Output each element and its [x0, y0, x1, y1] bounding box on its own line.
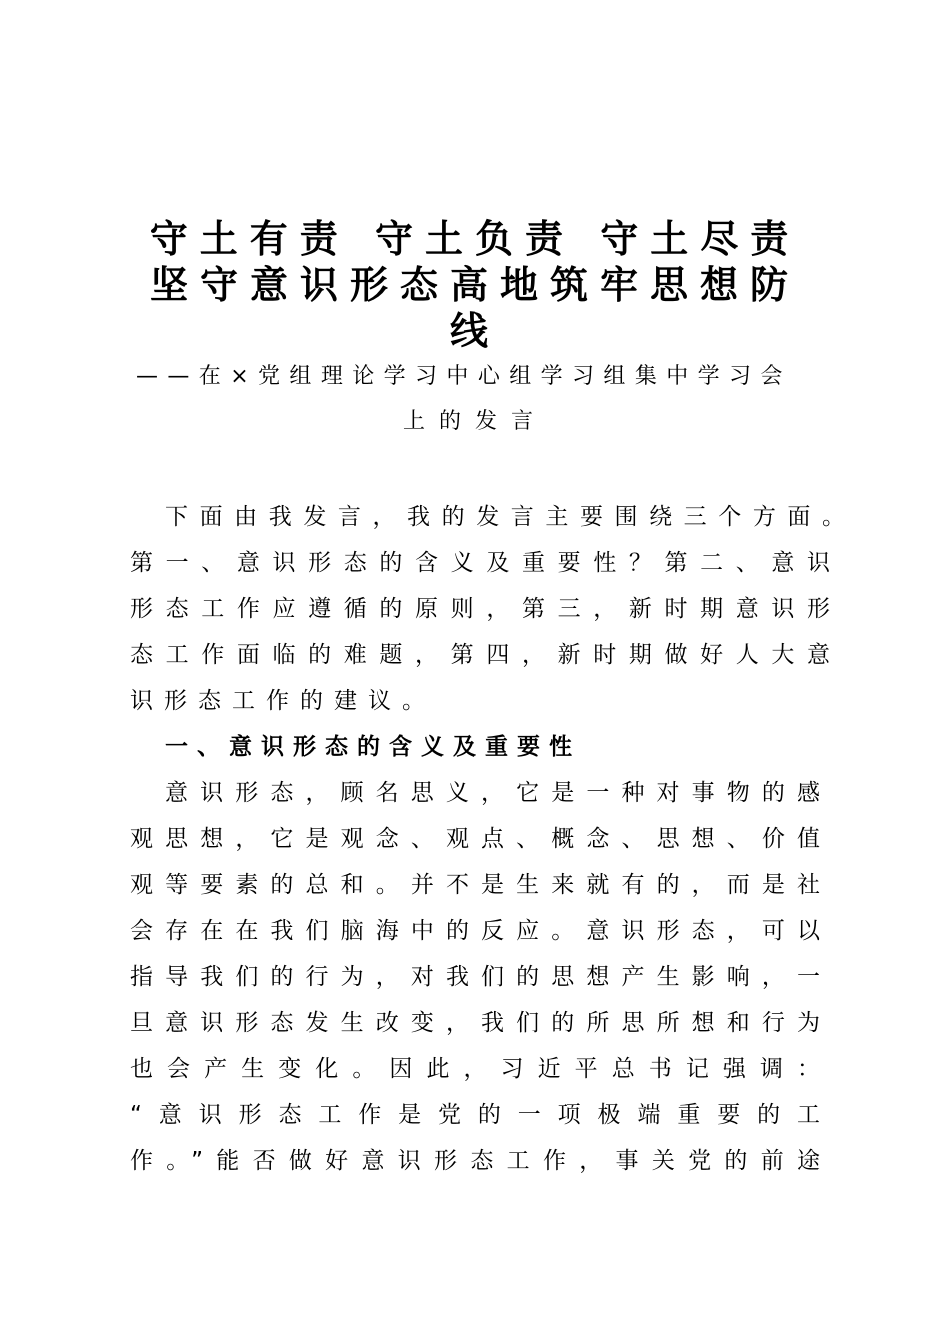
paragraph-line: “意识形态工作是党的一项极端重要的工: [130, 1102, 820, 1128]
intro-line: 识形态工作的建议。: [130, 688, 436, 714]
title-line-1: 守土有责 守土负责 守土尽责: [149, 216, 801, 261]
paragraph-line: 作。”能否做好意识形态工作，事关党的前途: [130, 1148, 820, 1174]
paragraph-line: 指导我们的行为，对我们的思想产生影响，一: [130, 964, 820, 990]
intro-line: 下面由我发言，我的发言主要围绕三个方面。: [165, 504, 845, 530]
intro-line: 形态工作应遵循的原则，第三，新时期意识形: [130, 596, 830, 622]
title-line-2: 坚守意识形态高地筑牢思想防: [149, 262, 800, 307]
intro-line: 第一、意识形态的含义及重要性？第二、意识: [130, 550, 830, 576]
intro-line: 态工作面临的难题，第四，新时期做好人大意: [130, 642, 830, 668]
subtitle-line-1: ——在×党组理论学习中心组学习组集中学习会: [136, 364, 792, 389]
subtitle-line-2: 上的发言: [402, 409, 547, 434]
section-heading: 一、意识形态的含义及重要性: [165, 734, 581, 760]
paragraph-line: 意识形态，顾名思义，它是一种对事物的感: [165, 780, 820, 806]
paragraph-line: 也会产生变化。因此，习近平总书记强调：: [130, 1056, 820, 1082]
paragraph-line: 会存在在我们脑海中的反应。意识形态，可以: [130, 918, 820, 944]
paragraph-line: 旦意识形态发生改变，我们的所思所想和行为: [130, 1010, 820, 1036]
paragraph-line: 观思想，它是观念、观点、概念、思想、价值: [130, 826, 820, 852]
paragraph-line: 观等要素的总和。并不是生来就有的，而是社: [130, 872, 820, 898]
title-line-3: 线: [449, 308, 500, 353]
